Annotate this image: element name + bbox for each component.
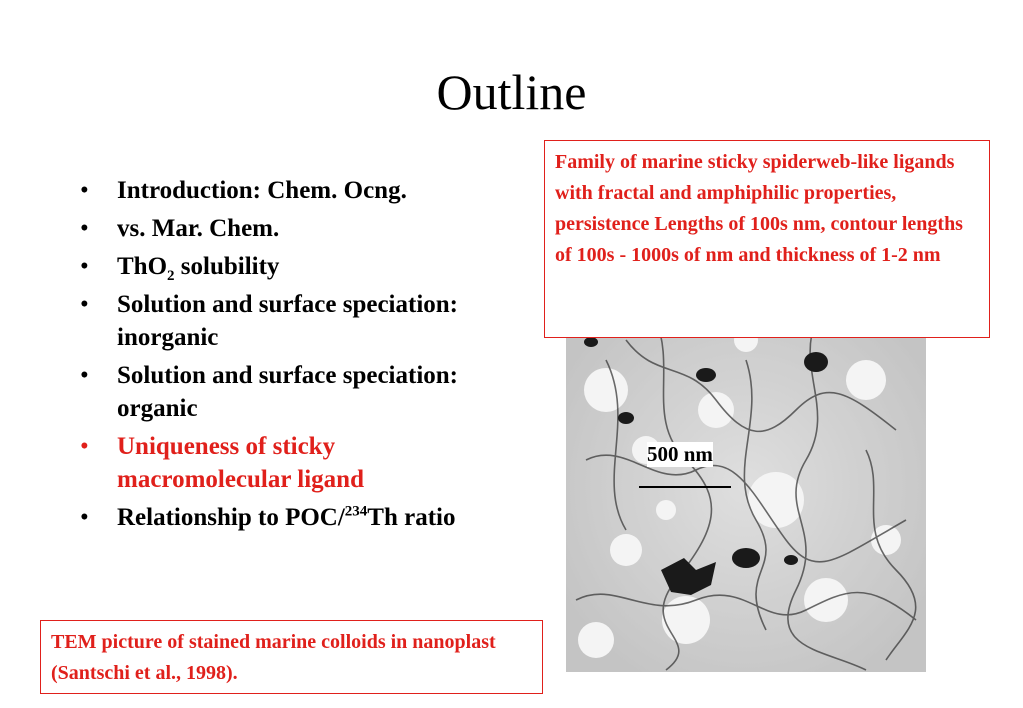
outline-item-suffix: solubility <box>174 253 280 280</box>
outline-item <box>80 288 500 354</box>
bullet-icon: • <box>80 177 89 204</box>
superscript: 234 <box>344 503 368 520</box>
outline-list <box>80 174 500 539</box>
callout-tem-caption: TEM picture of stained marine colloids in nanoplast (Santschi et al., 1998). <box>40 620 543 694</box>
outline-item <box>80 212 500 245</box>
bullet-icon: • <box>80 291 89 318</box>
slide-title: Outline <box>436 64 587 120</box>
outline-item-text: vs. Mar. Chem. <box>117 215 280 242</box>
scale-bar <box>639 486 731 488</box>
outline-item-text <box>117 504 456 531</box>
outline-item <box>80 359 500 425</box>
bullet-icon: • <box>80 433 89 460</box>
formula-text: ThO <box>117 253 168 280</box>
bullet-icon: • <box>80 215 89 242</box>
outline-item <box>80 501 500 534</box>
outline-item <box>80 250 500 283</box>
outline-item-text: Solution and surface speciation: organic <box>117 362 459 422</box>
subscript: 2 <box>167 268 175 284</box>
scale-bar-label: 500 nm <box>647 442 713 466</box>
bullet-icon: • <box>80 253 89 280</box>
outline-item-prefix: Relationship to POC/ <box>117 504 345 531</box>
tem-micrograph <box>566 300 926 672</box>
callout-ligand-description: Family of marine sticky spiderweb-like ligands with fractal and amphiphilic properties, persistence Lengths of 100s nm, contour lengths of 100s - 1000s of nm and thickness of 1-2 nm <box>544 140 990 338</box>
outline-item-text: Solution and surface speciation: inorganic <box>117 291 459 351</box>
bullet-icon: • <box>80 504 89 531</box>
outline-item-highlighted <box>80 430 500 496</box>
outline-item-suffix: Th ratio <box>367 504 456 531</box>
outline-item <box>80 174 500 207</box>
outline-item-text: Introduction: Chem. Ocng. <box>117 177 407 204</box>
outline-item-text: Uniqueness of sticky macromolecular ligand <box>117 433 364 493</box>
outline-item-text <box>117 253 280 284</box>
bullet-icon: • <box>80 362 89 389</box>
